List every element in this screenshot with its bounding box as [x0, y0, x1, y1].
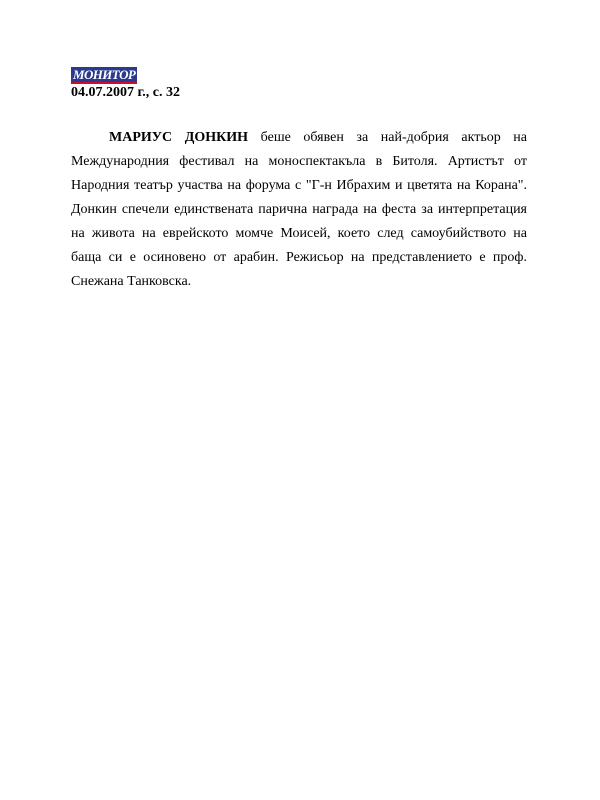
- article-body: беше обявен за най-добрия актьор на Международния фестивал на моноспектакъла в Битоля. Артистът от Народния театър участва на форума с "Г-н Ибрахим и цветята на Корана". Донкин спечели единствената парична награда на феста за интерпретация на живота на еврейското момче Моисей, което след самоубийството на баща си е осиновено от арабин. Режисьор на представлението е проф. Снежана Танковска.: [71, 130, 527, 289]
- monitor-logo: [71, 67, 137, 84]
- article-lead-name: МАРИУС ДОНКИН: [109, 130, 249, 145]
- article-paragraph: [71, 126, 527, 294]
- dateline: 04.07.2007 г., с. 32: [71, 85, 180, 100]
- logo-text: МОНИТОР: [73, 67, 136, 82]
